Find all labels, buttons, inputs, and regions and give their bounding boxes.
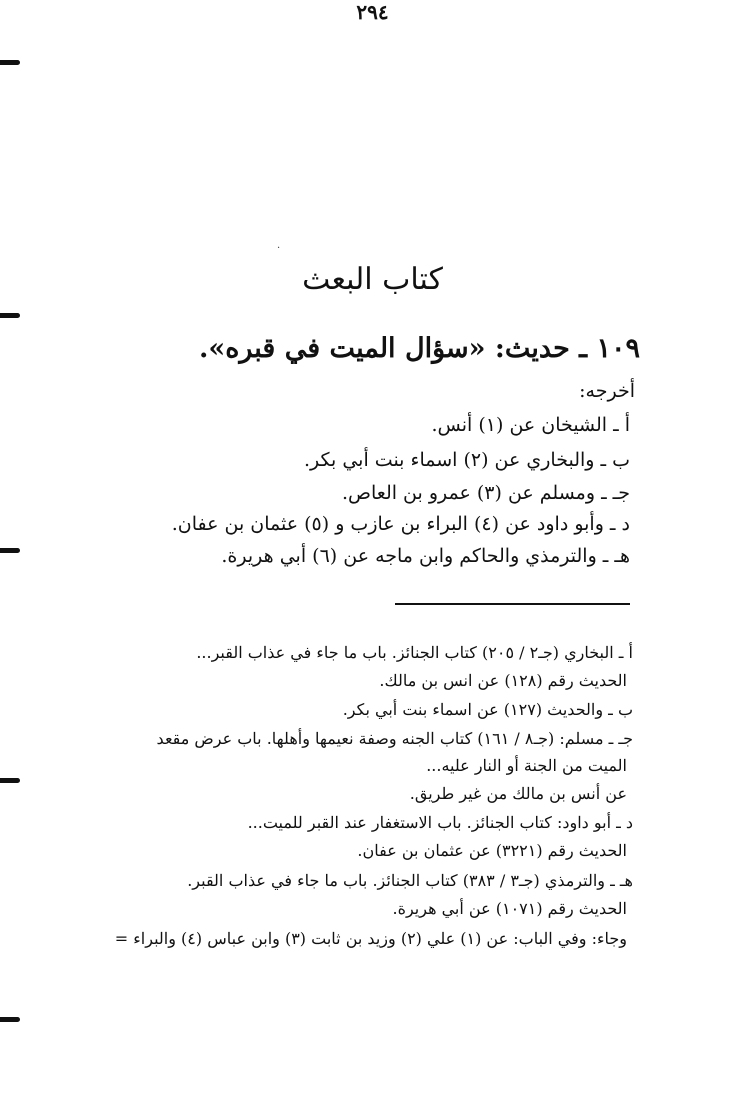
footnote-line: د ـ أبو داود: كتاب الجنائز. باب الاستغفار عند القبر للميت...: [247, 813, 633, 832]
footnote-line: ب ـ والحديث (١٢٧) عن اسماء بنت أبي بكر.: [342, 700, 633, 719]
footnote-line: أ ـ البخاري (جـ٢ / ٢٠٥) كتاب الجنائز. باب ما جاء في عذاب القبر...: [196, 643, 633, 662]
footnote-line: هـ ـ والترمذي (جـ٣ / ٣٨٣) كتاب الجنائز. باب ما جاء في عذاب القبر.: [187, 871, 633, 890]
footnote-line: الحديث رقم (٣٢٢١) عن عثمان بن عفان.: [357, 841, 627, 860]
footnote-line: الحديث رقم (١٢٨) عن انس بن مالك.: [379, 671, 627, 690]
scan-edge-mark: [0, 313, 20, 318]
hadith-intro: أخرجه:: [579, 380, 635, 402]
scan-edge-mark: [0, 1017, 20, 1022]
hadith-line: هـ ـ والترمذي والحاكم وابن ماجه عن (٦) أبي هريرة.: [221, 545, 630, 567]
footnote-line: الميت من الجنة أو النار عليه...: [426, 756, 627, 775]
footnote-line: الحديث رقم (١٠٧١) عن أبي هريرة.: [392, 899, 627, 918]
footnote-line: جـ ـ مسلم: (جـ٨ / ١٦١) كتاب الجنه وصفة نعيمها وأهلها. باب عرض مقعد: [156, 729, 633, 748]
hadith-line: د ـ وأبو داود عن (٤) البراء بن عازب و (٥) عثمان بن عفان.: [171, 513, 630, 535]
scan-edge-mark: [0, 548, 20, 553]
hadith-heading: ١٠٩ ـ حديث: «سؤال الميت في قبره».: [198, 333, 640, 364]
book-title: كتاب البعث: [302, 262, 443, 297]
hadith-line: أ ـ الشيخان عن (١) أنس.: [431, 414, 630, 436]
footnote-line: وجاء: وفي الباب: عن (١) علي (٢) وزيد بن ثابت (٣) وابن عباس (٤) والبراء =: [114, 929, 627, 948]
hadith-line: جـ ـ ومسلم عن (٣) عمرو بن العاص.: [341, 482, 630, 504]
footnote-line: عن أنس بن مالك من غير طريق.: [409, 784, 627, 803]
footnote-separator: [395, 603, 630, 605]
hadith-line: ب ـ والبخاري عن (٢) اسماء بنت أبي بكر.: [304, 449, 630, 471]
scan-edge-mark: [0, 60, 20, 65]
ornament-dot-icon: ·: [277, 243, 281, 254]
scan-edge-mark: [0, 778, 20, 783]
page-number: ٢٩٤: [356, 0, 389, 24]
